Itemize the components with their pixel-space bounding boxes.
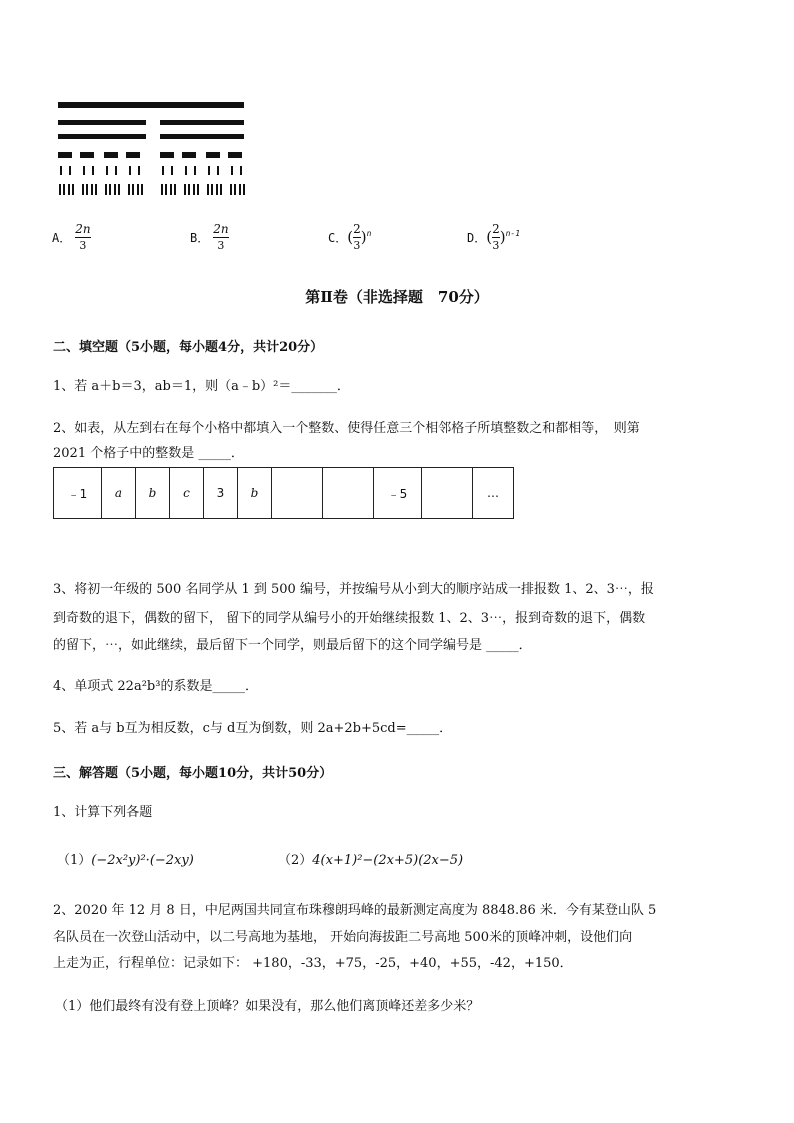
s3-q1-part2 bbox=[278, 851, 463, 871]
pattern-row-3-right bbox=[160, 134, 244, 139]
s2-question-4: 4、单项式 22a²b³的系数是_____． bbox=[53, 679, 258, 694]
grid-cell-3: b bbox=[136, 468, 170, 519]
s2-question-5: 5、若 a与 b互为相反数，c与 d互为倒数，则 2a+2b+5cd=_____． bbox=[53, 721, 453, 736]
pattern-row-2-right bbox=[160, 120, 244, 125]
option-d-letter: D． bbox=[467, 230, 487, 245]
pattern-row-3-left bbox=[58, 134, 146, 139]
option-d: D． ( $\frac{2}{3}$ ) n-1 bbox=[467, 222, 521, 252]
pattern-row-6 bbox=[59, 184, 245, 195]
option-b-numerator: 2n bbox=[213, 222, 229, 236]
option-a bbox=[52, 222, 91, 252]
number-grid-table bbox=[53, 467, 514, 519]
stacked-bar-pattern-icon bbox=[58, 102, 245, 195]
option-d-denominator: 3 bbox=[492, 239, 500, 252]
option-b-denominator: 3 bbox=[217, 239, 225, 252]
option-a-fraction bbox=[75, 222, 90, 252]
pattern-row-2-left bbox=[58, 120, 146, 125]
s2-q2-line1: 2、如表，从左到右在每个小格中都填入一个整数、使得任意三个相邻格子所填整数之和都相等， 则第 bbox=[53, 421, 640, 436]
option-c-letter: C． bbox=[328, 230, 348, 245]
section3-heading: 三、解答题（5小题，每小题10分，共计50分） bbox=[53, 766, 333, 781]
grid-cell-6: b bbox=[238, 468, 272, 519]
option-b bbox=[190, 222, 229, 252]
grid-cell-9: ﹣5 bbox=[374, 468, 422, 519]
s3-q2-line3: 上走为正，行程单位：记录如下： +180，-33，+75，-25，+40，+55，-42，+150． bbox=[53, 956, 573, 971]
option-b-fraction bbox=[213, 222, 228, 252]
pattern-row-5 bbox=[60, 166, 242, 175]
option-a-denominator: 3 bbox=[79, 239, 87, 252]
option-c-exponent: n bbox=[366, 228, 372, 238]
s2-q1-math: a＋b＝3，ab＝1，则（a﹣b）²＝_______． bbox=[91, 379, 350, 394]
option-d-fraction bbox=[492, 222, 500, 252]
option-a-letter: A． bbox=[52, 230, 72, 245]
option-c-denominator: 3 bbox=[353, 239, 361, 252]
s3-q1-part1-label: （1） bbox=[57, 853, 92, 868]
option-c-numerator: 2 bbox=[353, 222, 361, 236]
s3-q1-part1-expression: (−2x²y)²·(−2xy) bbox=[91, 853, 194, 868]
grid-cell-11: … bbox=[473, 468, 514, 519]
pattern-row-4 bbox=[58, 152, 242, 158]
s3-q2-sub1: （1）他们最终有没有登上顶峰？如果没有，那么他们离顶峰还差多少米？ bbox=[55, 999, 480, 1014]
section2-heading: 二、填空题（5小题，每小题4分，共计20分） bbox=[53, 340, 324, 355]
s3-q2-line1: 2、2020 年 12 月 8 日，中尼两国共同宣布珠穆朗玛峰的最新测定高度为 8848.86 米．今有某登山队 5 bbox=[53, 903, 657, 918]
s3-q1-part2-label: （2） bbox=[278, 853, 313, 868]
option-c-fraction bbox=[353, 222, 361, 252]
s2-q3-line3: 的留下，⋯，如此继续，最后留下一个同学，则最后留下的这个同学编号是 _____． bbox=[53, 638, 532, 653]
part2-title: 第Ⅱ卷（非选择题 70分） bbox=[305, 288, 489, 306]
grid-cell-8 bbox=[323, 468, 374, 519]
s2-q3-line2: 到奇数的退下，偶数的留下， 留下的同学从编号小的开始继续报数 1、2、3⋯，报到奇数的退下，偶数 bbox=[53, 611, 646, 626]
s2-q2-line2: 2021 个格子中的整数是 _____． bbox=[53, 446, 244, 461]
bar-pattern-figure bbox=[0, 0, 794, 210]
grid-cell-1: ﹣1 bbox=[54, 468, 102, 519]
s3-q1-part1 bbox=[57, 851, 194, 871]
grid-cell-2: a bbox=[102, 468, 136, 519]
s3-q1-title: 1、计算下列各题 bbox=[53, 805, 153, 820]
s3-q1-part2-expression: 4(x+1)²−(2x+5)(2x−5) bbox=[312, 853, 464, 868]
grid-cell-5: 3 bbox=[204, 468, 238, 519]
grid-cell-7 bbox=[272, 468, 323, 519]
grid-row bbox=[54, 468, 514, 519]
option-a-numerator: 2n bbox=[75, 222, 91, 236]
grid-cell-10 bbox=[422, 468, 473, 519]
grid-cell-4: c bbox=[170, 468, 204, 519]
s3-q2-line2: 名队员在一次登山活动中，以二号高地为基地， 开始向海拔距二号高地 500米的顶峰冲刺，设他们向 bbox=[53, 930, 633, 945]
option-b-letter: B． bbox=[190, 230, 210, 245]
option-d-exponent: n-1 bbox=[505, 228, 521, 238]
s2-q3-line1: 3、将初一年级的 500 名同学从 1 到 500 编号，并按编号从小到大的顺序站成一排报数 1、2、3⋯，报 bbox=[53, 582, 654, 597]
s2-question-1 bbox=[53, 377, 350, 397]
s2-q1-text: 1、若 bbox=[53, 379, 92, 394]
option-c: C． ( $\frac{2}{3}$ ) n bbox=[328, 222, 372, 252]
pattern-row-1 bbox=[58, 102, 244, 108]
option-d-numerator: 2 bbox=[492, 222, 500, 236]
